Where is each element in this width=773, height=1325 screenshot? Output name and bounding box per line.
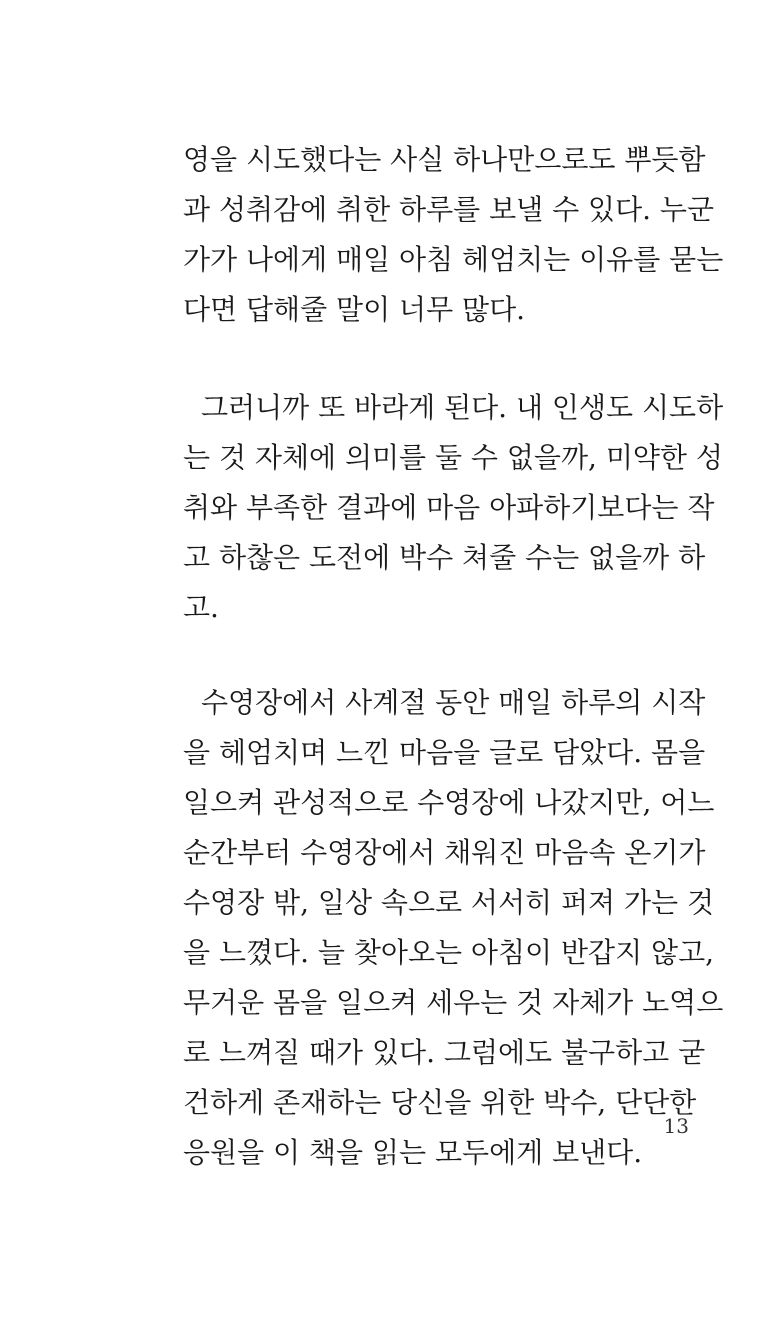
paragraph-3-line-6: 을 느꼈다. 늘 찾아오는 아침이 반갑지 않고, [183,936,715,969]
paragraph-2-line-1: 그러니까 또 바라게 된다. 내 인생도 시도하 [201,391,724,424]
paragraph-3-line-8: 로 느껴질 때가 있다. 그럼에도 불구하고 굳 [183,1036,706,1069]
paragraph-2-line-2: 는 것 자체에 의미를 둘 수 없을까, 미약한 성 [183,441,723,474]
paragraph-3-line-2: 을 헤엄치며 느낀 마음을 글로 담았다. 몸을 [183,736,706,769]
paragraph-1-line-3: 가가 나에게 매일 아침 헤엄치는 이유를 묻는 [183,243,724,276]
paragraph-1-line-2: 과 성취감에 취한 하루를 보낼 수 있다. 누군 [183,193,715,226]
paragraph-3-line-4: 순간부터 수영장에서 채워진 마음속 온기가 [183,836,706,869]
page-number: 13 [663,1114,689,1138]
paragraph-3-line-7: 무거운 몸을 일으켜 세우는 것 자체가 노역으 [183,986,724,1019]
paragraph-1-line-4: 다면 답해줄 말이 너무 많다. [183,293,526,326]
paragraph-2-line-3: 취와 부족한 결과에 마음 아파하기보다는 작 [183,491,715,524]
paragraph-3-line-3: 일으켜 관성적으로 수영장에 나갔지만, 어느 [183,786,715,819]
paragraph-3-line-5: 수영장 밖, 일상 속으로 서서히 퍼져 가는 것 [183,886,715,919]
paragraph-1-line-1: 영을 시도했다는 사실 하나만으로도 뿌듯함 [183,143,706,176]
paragraph-3-line-9: 건하게 존재하는 당신을 위한 박수, 단단한 [183,1086,697,1119]
paragraph-3-line-1: 수영장에서 사계절 동안 매일 하루의 시작 [201,686,706,719]
paragraph-3-line-10: 응원을 이 책을 읽는 모두에게 보낸다. [183,1136,643,1169]
paragraph-2-line-4: 고 하찮은 도전에 박수 쳐줄 수는 없을까 하 [183,541,706,574]
paragraph-2-line-5: 고. [183,591,219,624]
